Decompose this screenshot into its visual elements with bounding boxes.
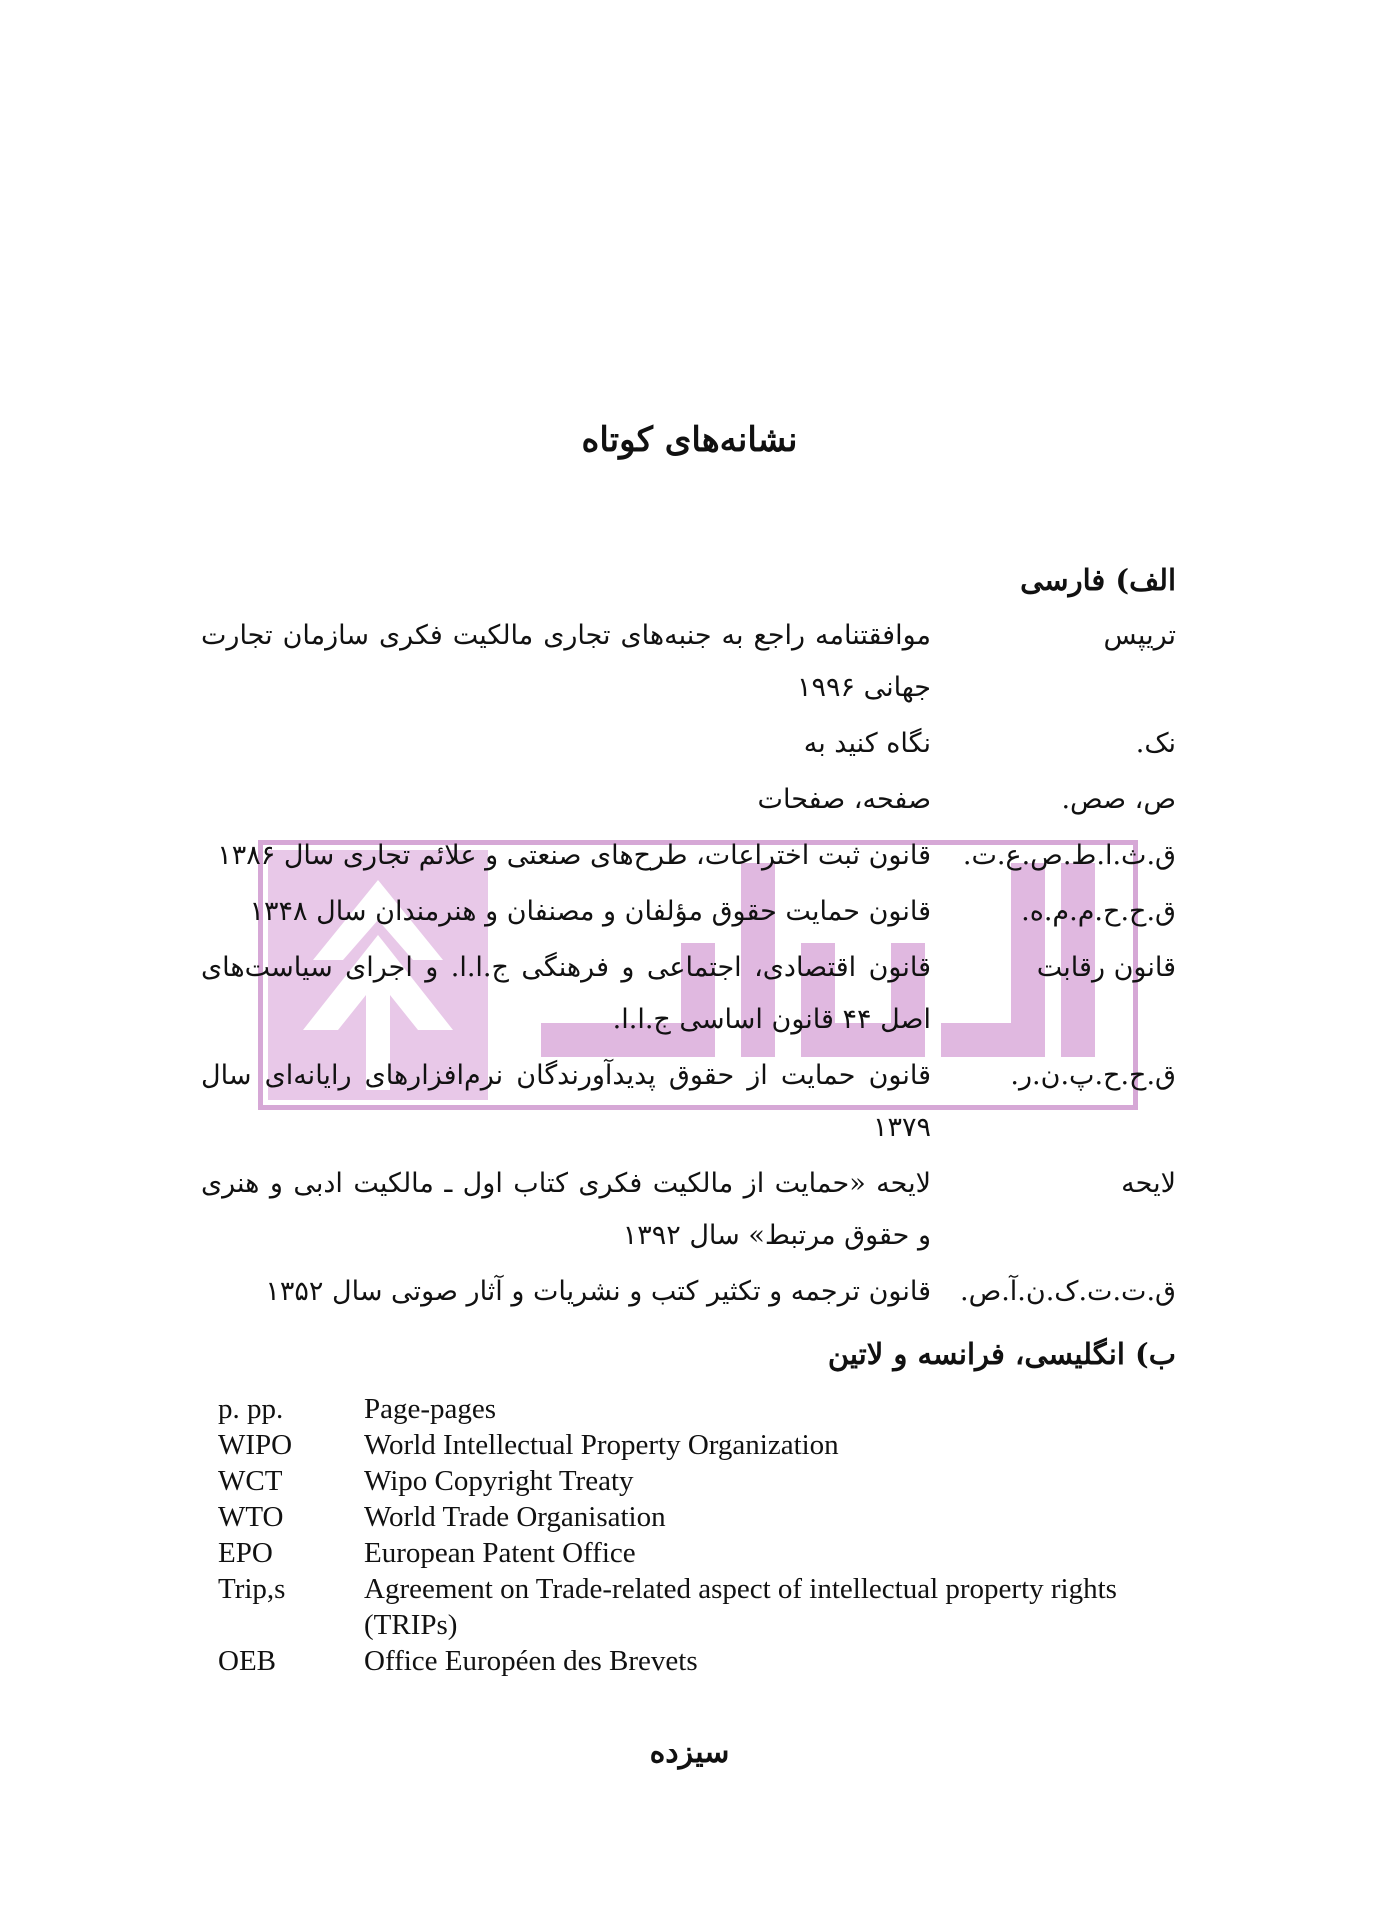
latin-abbreviation-list bbox=[218, 1391, 1178, 1679]
abbreviation: ص، صص. bbox=[1061, 784, 1176, 815]
abbreviation: قانون رقابت bbox=[1036, 952, 1176, 983]
definition: نگاه کنید به bbox=[803, 728, 931, 759]
list-item bbox=[201, 718, 1176, 770]
abbreviation: OEB bbox=[218, 1645, 276, 1677]
abbreviation: EPO bbox=[218, 1537, 273, 1569]
list-item bbox=[201, 610, 1176, 714]
list-item bbox=[201, 886, 1176, 938]
definition: Office Européen des Brevets bbox=[364, 1645, 698, 1677]
list-item bbox=[201, 1050, 1176, 1154]
definition: موافقتنامه راجع به جنبه‌های تجاری مالکیت فکری سازمان تجارت جهانی ۱۹۹۶ bbox=[201, 620, 931, 703]
abbreviation: ق.ح.ح.م.م.ه. bbox=[1021, 896, 1176, 927]
abbreviation: لایحه bbox=[1121, 1168, 1176, 1199]
page-title: نشانه‌های کوتاه bbox=[581, 420, 798, 460]
abbreviation: تریپس bbox=[1103, 620, 1176, 651]
definition: World Trade Organisation bbox=[364, 1501, 666, 1533]
list-item bbox=[201, 830, 1176, 882]
definition: قانون حمایت حقوق مؤلفان و مصنفان و هنرمندان سال ۱۳۴۸ bbox=[249, 896, 931, 927]
abbreviation: Trip,s bbox=[218, 1573, 286, 1605]
list-item bbox=[218, 1391, 1178, 1427]
definition: Page-pages bbox=[364, 1393, 497, 1425]
definition: قانون اقتصادی، اجتماعی و فرهنگی ج.ا.ا. و اجرای سیاست‌های اصل ۴۴ قانون اساسی ج.ا.ا. bbox=[201, 952, 931, 1035]
list-item bbox=[201, 1266, 1176, 1318]
definition: صفحه، صفحات bbox=[757, 784, 931, 815]
abbreviation: ق.ث.ا.ط.ص.ع.ت. bbox=[962, 840, 1176, 871]
definition: قانون ترجمه و تکثیر کتب و نشریات و آثار صوتی سال ۱۳۵۲ bbox=[265, 1276, 931, 1307]
persian-section-heading: الف) فارسی bbox=[1020, 563, 1176, 597]
abbreviation: WTO bbox=[218, 1501, 284, 1533]
abbreviation: WCT bbox=[218, 1465, 283, 1497]
abbreviation: ق.ح.ح.پ.ن.ر. bbox=[1010, 1060, 1176, 1091]
list-item bbox=[218, 1499, 1178, 1535]
definition: قانون ثبت اختراعات، طرح‌های صنعتی و علائم تجاری سال ۱۳۸۶ bbox=[217, 840, 931, 871]
abbreviation: p. pp. bbox=[218, 1393, 284, 1425]
definition: Agreement on Trade-related aspect of intellectual property rights (TRIPs) bbox=[364, 1573, 1117, 1641]
abbreviation: ق.ت.ت.ک.ن.آ.ص. bbox=[960, 1276, 1176, 1307]
page-number: سیزده bbox=[649, 1735, 730, 1770]
list-item bbox=[218, 1571, 1178, 1643]
list-item bbox=[218, 1535, 1178, 1571]
list-item bbox=[218, 1643, 1178, 1679]
definition: لایحه «حمایت از مالکیت فکری کتاب اول ـ مالکیت ادبی و هنری و حقوق مرتبط» سال ۱۳۹۲ bbox=[201, 1168, 931, 1251]
abbreviation: WIPO bbox=[218, 1429, 293, 1461]
latin-section-heading: ب) انگلیسی، فرانسه و لاتین bbox=[827, 1337, 1176, 1371]
definition: World Intellectual Property Organization bbox=[364, 1429, 839, 1461]
definition: قانون حمایت از حقوق پدیدآورندگان نرم‌افزارهای رایانه‌ای سال ۱۳۷۹ bbox=[201, 1060, 931, 1143]
list-item bbox=[201, 1158, 1176, 1262]
persian-abbreviation-list bbox=[201, 610, 1176, 1322]
definition: Wipo Copyright Treaty bbox=[364, 1465, 634, 1497]
list-item bbox=[218, 1463, 1178, 1499]
list-item bbox=[201, 774, 1176, 826]
definition: European Patent Office bbox=[364, 1537, 636, 1569]
list-item bbox=[218, 1427, 1178, 1463]
abbreviation: نک. bbox=[1135, 728, 1176, 759]
list-item bbox=[201, 942, 1176, 1046]
